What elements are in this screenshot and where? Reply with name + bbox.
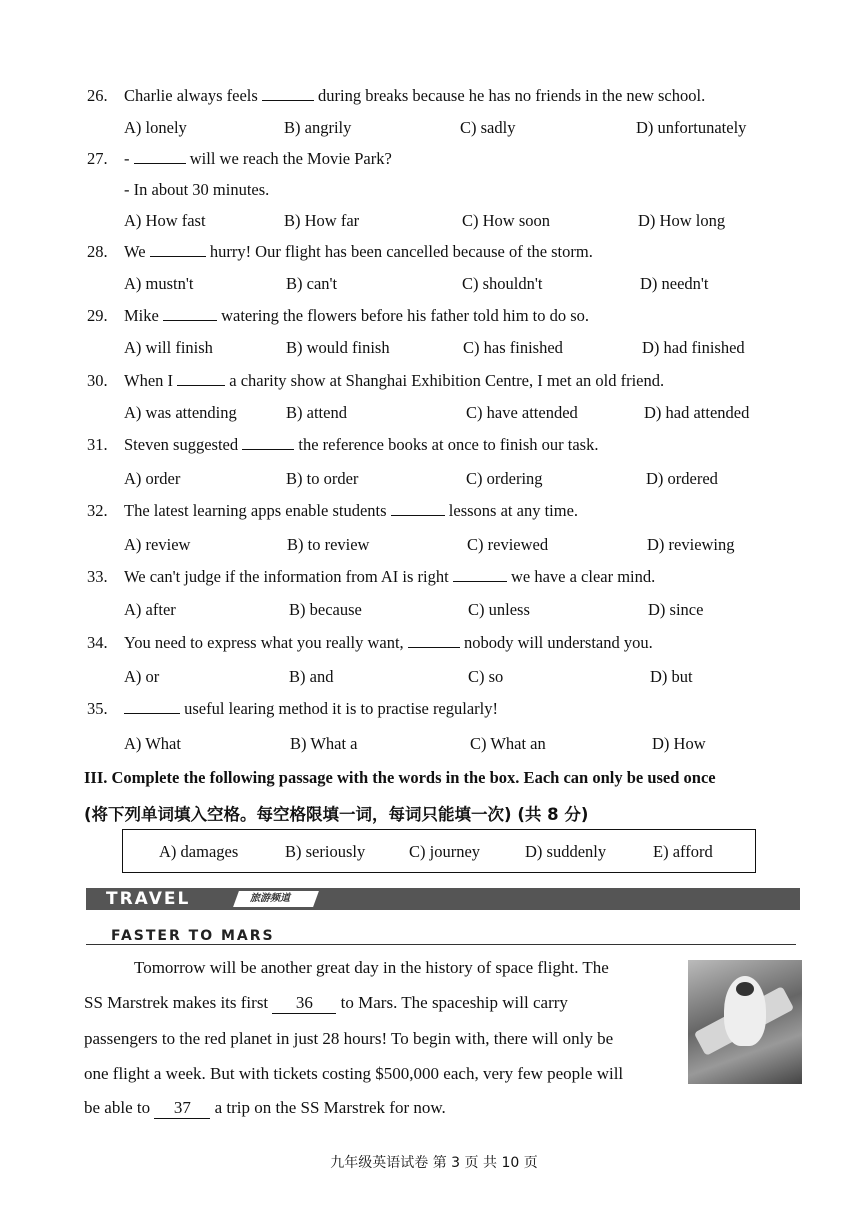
question-number: 31. <box>87 435 108 454</box>
section-title: III. Complete the following passage with the words in the box. Each can only be used once <box>84 768 716 787</box>
option-b: B) attend <box>286 403 347 422</box>
option-c: C) reviewed <box>467 535 549 554</box>
word-option: D) suddenly <box>525 842 607 861</box>
banner-title: TRAVEL <box>106 889 191 909</box>
answer-blank <box>177 371 225 386</box>
options-26 <box>0 118 868 146</box>
question-text-post: watering the flowers before his father told him to do so. <box>216 306 590 325</box>
question-30 <box>0 371 868 403</box>
option-b: B) How far <box>284 211 360 230</box>
option-a: A) or <box>124 667 160 686</box>
question-34 <box>0 633 868 665</box>
passage-text: to Mars. The spaceship will carry <box>336 993 568 1012</box>
banner-tag <box>233 891 319 907</box>
question-text-pre: We <box>124 242 150 261</box>
option-b: B) What a <box>290 734 358 753</box>
blank-37[interactable]: 37 <box>154 1098 210 1119</box>
option-d: D) since <box>648 600 704 619</box>
option-d: D) had finished <box>642 338 745 357</box>
option-c: C) shouldn't <box>462 274 543 293</box>
question-text-post: nobody will understand you. <box>459 633 653 652</box>
option-a: A) mustn't <box>124 274 194 293</box>
options-29 <box>0 338 868 366</box>
question-text-pre: - <box>124 149 134 168</box>
question-31 <box>0 435 868 467</box>
question-text-pre: We can't judge if the information from AI is right <box>124 567 453 586</box>
option-c: C) sadly <box>460 118 516 137</box>
question-text-pre: Mike <box>124 306 163 325</box>
question-text-post: will we reach the Movie Park? <box>185 149 392 168</box>
options-31 <box>0 469 868 497</box>
option-a: A) What <box>124 734 181 753</box>
options-33 <box>0 600 868 628</box>
question-text-post: the reference books at once to finish our task. <box>294 435 599 454</box>
option-c: C) How soon <box>462 211 551 230</box>
word-box <box>122 829 756 873</box>
question-text-post: useful learing method it is to practise regularly! <box>180 699 498 718</box>
option-b: B) to order <box>286 469 359 488</box>
options-32 <box>0 535 868 563</box>
answer-blank <box>242 435 294 450</box>
option-a: A) will finish <box>124 338 213 357</box>
option-a: A) How fast <box>124 211 206 230</box>
page-footer: 九年级英语试卷 第 3 页 共 10 页 <box>330 1155 538 1171</box>
option-b: B) can't <box>286 274 338 293</box>
question-35 <box>0 699 868 731</box>
option-d: D) reviewing <box>647 535 735 554</box>
option-d: D) unfortunately <box>636 118 747 137</box>
passage-line <box>134 958 724 978</box>
question-text-pre: The latest learning apps enable students <box>124 501 391 520</box>
question-text-pre: Charlie always feels <box>124 86 262 105</box>
answer-blank <box>163 306 217 321</box>
question-32 <box>0 501 868 533</box>
option-d: D) How <box>652 734 706 753</box>
dialogue-reply: - In about 30 minutes. <box>124 180 270 199</box>
options-27 <box>0 211 868 239</box>
question-number: 34. <box>87 633 108 652</box>
option-d: D) ordered <box>646 469 718 488</box>
question-number: 29. <box>87 306 108 325</box>
passage-text: one flight a week. But with tickets costing $500,000 each, very few people will <box>84 1064 624 1083</box>
option-c: C) What an <box>470 734 546 753</box>
blank-36[interactable]: 36 <box>272 993 336 1014</box>
passage-heading: FASTER TO MARS <box>111 928 275 944</box>
question-28 <box>0 242 868 274</box>
option-b: B) because <box>289 600 362 619</box>
passage-line <box>84 1029 674 1049</box>
spaceship-photo <box>688 960 802 1084</box>
answer-blank <box>453 567 507 582</box>
options-35 <box>0 734 868 762</box>
option-a: A) review <box>124 535 191 554</box>
question-number: 32. <box>87 501 108 520</box>
question-26 <box>0 86 868 118</box>
option-a: A) lonely <box>124 118 187 137</box>
answer-blank <box>391 501 445 516</box>
word-option: A) damages <box>159 842 239 861</box>
option-d: D) but <box>650 667 693 686</box>
option-a: A) after <box>124 600 176 619</box>
option-c: C) has finished <box>463 338 563 357</box>
question-text-pre: When I <box>124 371 178 390</box>
passage-text: be able to <box>84 1098 155 1117</box>
option-d: D) had attended <box>644 403 750 422</box>
options-28 <box>0 274 868 302</box>
word-option: B) seriously <box>285 842 366 861</box>
option-c: C) unless <box>468 600 530 619</box>
option-a: A) was attending <box>124 403 237 422</box>
passage-text: a trip on the SS Marstrek for now. <box>210 1098 446 1117</box>
option-c: C) so <box>468 667 504 686</box>
passage-text: passengers to the red planet in just 28 hours! To begin with, there will only be <box>84 1029 614 1048</box>
option-c: C) have attended <box>466 403 578 422</box>
answer-blank <box>408 633 460 648</box>
spaceship-cockpit <box>736 982 754 996</box>
question-29 <box>0 306 868 338</box>
passage-line <box>84 1064 674 1084</box>
answer-blank <box>124 699 180 714</box>
question-number: 26. <box>87 86 108 105</box>
passage-text: SS Marstrek makes its first <box>84 993 273 1012</box>
answer-blank <box>150 242 206 257</box>
word-option: E) afford <box>653 842 713 861</box>
question-number: 28. <box>87 242 108 261</box>
question-27 <box>0 149 868 181</box>
answer-blank <box>134 149 186 164</box>
question-text-post: a charity show at Shanghai Exhibition Centre, I met an old friend. <box>225 371 665 390</box>
banner-tag-text: 旅游频道 <box>250 893 290 904</box>
question-33 <box>0 567 868 599</box>
question-text-pre: You need to express what you really want, <box>124 633 408 652</box>
word-option: C) journey <box>409 842 481 861</box>
option-c: C) ordering <box>466 469 543 488</box>
question-text-post: hurry! Our flight has been cancelled because of the storm. <box>205 242 593 261</box>
question-number: 33. <box>87 567 108 586</box>
question-number: 27. <box>87 149 108 168</box>
question-text-post: lessons at any time. <box>444 501 579 520</box>
option-b: B) would finish <box>286 338 390 357</box>
answer-blank <box>262 86 314 101</box>
question-text-post: during breaks because he has no friends in the new school. <box>313 86 706 105</box>
option-b: B) and <box>289 667 334 686</box>
passage-text: Tomorrow will be another great day in the history of space flight. The <box>134 958 609 977</box>
option-a: A) order <box>124 469 181 488</box>
option-d: D) How long <box>638 211 726 230</box>
option-b: B) angrily <box>284 118 352 137</box>
option-d: D) needn't <box>640 274 709 293</box>
question-text-pre: Steven suggested <box>124 435 243 454</box>
options-34 <box>0 667 868 695</box>
passage-line <box>84 1098 674 1119</box>
travel-banner <box>86 888 800 910</box>
passage-line <box>84 993 674 1014</box>
question-number: 35. <box>87 699 108 718</box>
section-instructions: (将下列单词填入空格。每空格限填一词，每词只能填一次) (共 8 分) <box>84 805 589 824</box>
options-30 <box>0 403 868 431</box>
question-text-post: we have a clear mind. <box>506 567 656 586</box>
option-b: B) to review <box>287 535 370 554</box>
heading-rule <box>86 944 796 945</box>
question-number: 30. <box>87 371 108 390</box>
